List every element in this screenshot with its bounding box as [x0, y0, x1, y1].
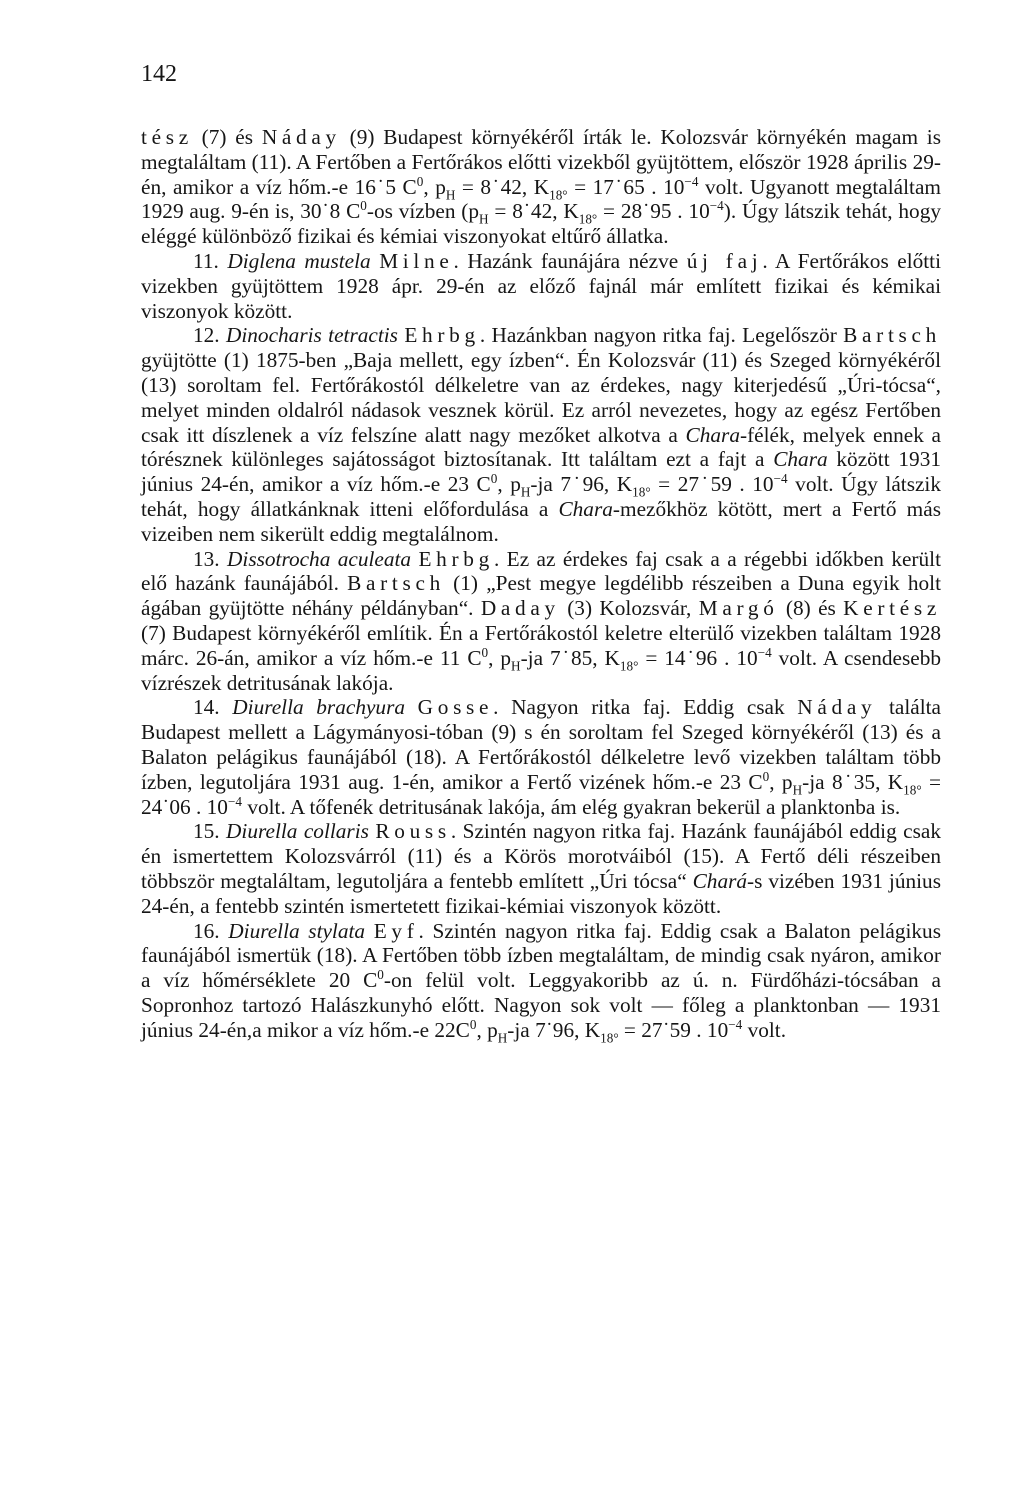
paragraph-diurella-brachyura: 14. Diurella brachyura Gosse. Nagyon ritka faj. Eddig csak Náday találta Budapest mellett a Lágymányosi-tóban (9) s én soroltam fel Szeged környékéről (13) és a Balaton pelágikus faunájából (18). A Fertőrákostól délkeletre levő vizekben találtam több ízben, legutoljára 1931 aug. 1-én, amikor a Fertő vizének hőm.-e 23 $C^0$, $p_H-ja$ 8˙35, $K_{18^\circ}$ = 24˙06 . $10^{-4}$ volt. A tőfenék detritusának lakója, ám elég gyakran bekerül a planktonba is. [141, 695, 942, 819]
paragraph-diurella-collaris: 15. Diurella collaris Rouss. Szintén nagyon ritka faj. Hazánk faunájából eddig csak én ismertettem Kolozsvárról (11) és a Körös morotváiból (15). A Fertő déli részeiben többször megtaláltam, legutoljára a fentebb említett „Úri tócsa“ Chará-s vizében 1931 június 24-én, a fentebb szintén ismertetett fizikai-kémiai viszonyok között. [141, 819, 941, 918]
paragraph-diurella-stylata: 16. Diurella stylata Eyf. Szintén nagyon ritka faj. Eddig csak a Balaton pelágikus faunájából ismertük (18). A Fertőben több ízben megtaláltam, de mindig csak nyáron, amikor a víz hőmérséklete 20 $C^0-on$ felül volt. Leggyakoribb az ú. n. Fürdőházi-tócsában a Sopronhoz tartozó Halászkunyhó előtt. Nagyon sok volt — főleg a planktonban — 1931 június 24-én,a mikor a víz hőm.-e $22C^0$, $p_H-ja$ 7˙96, $K_{18^\circ}$ = 27˙59 . $10^{-4}$ volt. [141, 918, 941, 1045]
paragraph-1: tész (7) és Náday (9) Budapest környékéről írták le. Kolozsvár környékén magam is megtaláltam (11). A Fertőben a Fertőrákos előtti vizekből gyüjtöttem, először 1928 április 29-én, amikor a víz hőm.-e 16˙5 $C^0$, $p_H$ = 8˙42, $K_{18^\circ}$ = 17˙65 . $10^{-4}$ volt. Ugyanott megtaláltam 1929 aug. 9-én is, 30˙8 $C^0-os$ vízben ($p_H$ = 8˙42, $K_{18^\circ}$ = 28˙95 . $10^{-4}$). Úgy látszik tehát, hogy eléggé különböző fizikai és kémiai viszonyokat eltűrő állatka. [141, 125, 942, 249]
body-text [141, 125, 942, 1045]
paragraph-diglena-mustela: 11. Diglena mustela Milne. Hazánk faunájára nézve új faj. A Fertőrákos előtti vizekben gyüjtöttem 1928 ápr. 29-én az előző fajnál már említett fizikai és kémikai viszonyok között. [141, 248, 942, 323]
paragraph-dinocharis-tetractis: 12. Dinocharis tetractis Ehrbg. Hazánkban nagyon ritka faj. Legelőször Bartsch gyüjtötte (1) 1875-ben „Baja mellett, egy ízben“. Én Kolozsvár (11) és Szeged környékéről (13) soroltam fel. Fertőrákostól délkeletre van az érdekes, nagy kiterjedésű „Úri-tócsa“, melyet minden oldalról nádasok vesznek körül. Ez arról nevezetes, hogy az egész Fertőben csak itt díszlenek a víz felszíne alatt nagy mezőket alkotva a Chara-félék, melyek ennek a tórésznek különleges sajátosságot biztosítanak. Itt találtam ezt a fajt a Chara között 1931 június 24-én, amikor a víz hőm.-e 23 $C^0$, $p_H-ja$ 7˙96, $K_{18^\circ}$ = 27˙59 . $10^{-4}$ volt. Úgy látszik tehát, hogy állatkánknak itteni előfordulása a Chara-mezőkhöz kötött, mert a Fertő más vizeiben nem sikerült eddig megtalálnom. [141, 323, 941, 546]
page-number: 142 [141, 61, 177, 87]
paragraph-dissotrocha-aculeata: 13. Dissotrocha aculeata Ehrbg. Ez az érdekes faj csak a a régebbi időkben került elő hazánk faunájából. Bartsch (1) „Pest megye legdélibb részeiben a Duna egyik holt ágában gyüjtötte néhány példányban“. Daday (3) Kolozsvár, Margó (8) és Kertész (7) Budapest környékéről említik. Én a Fertőrákostól keletre elterülő vizekben találtam 1928 márc. 26-án, amikor a víz hőm.-e 11 $C^0$, $p_H-ja$ 7˙85, $K_{18^\circ}$ = 14˙96 . $10^{-4}$ volt. A csendesebb vízrészek detritusának lakója. [141, 546, 942, 695]
